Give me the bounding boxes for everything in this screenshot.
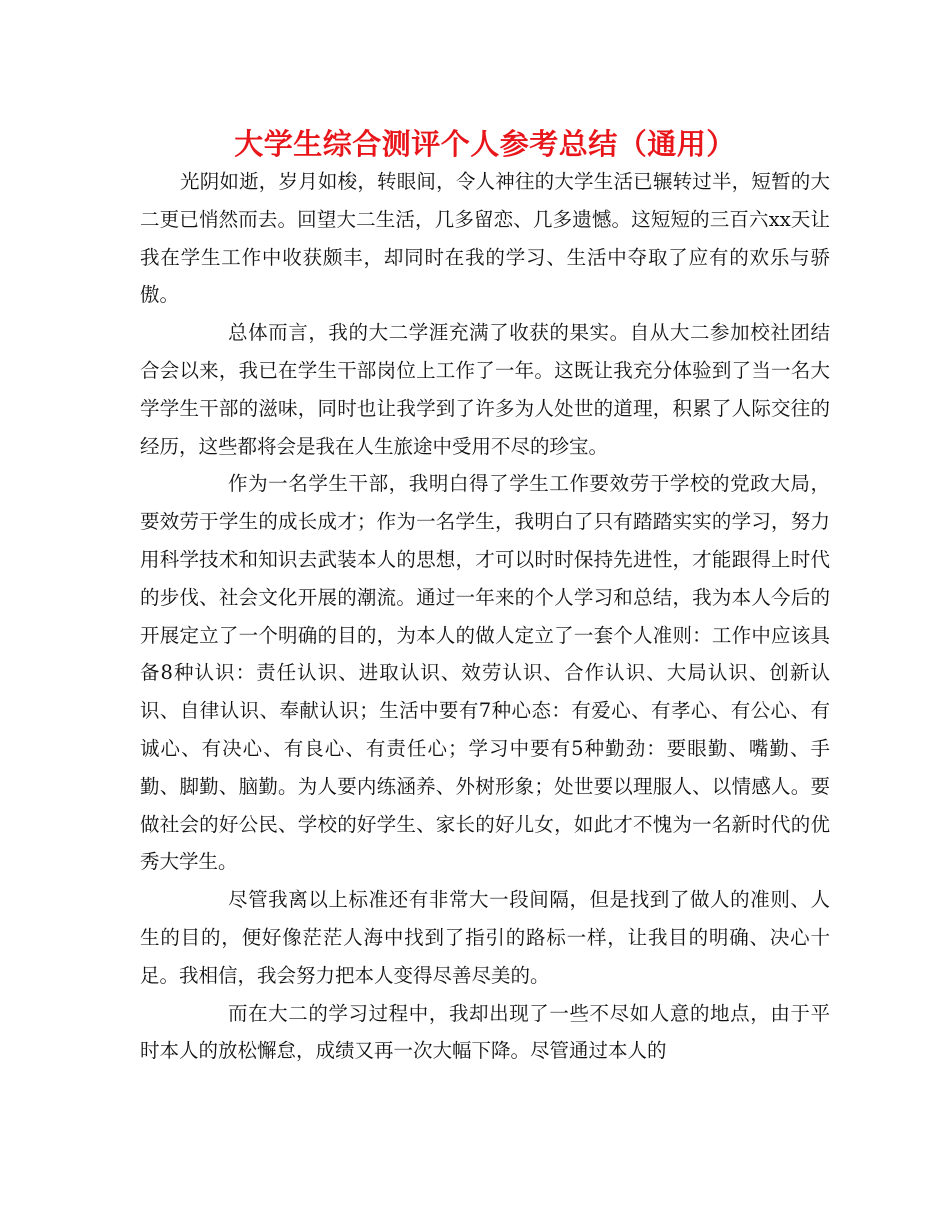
paragraph-4: 尽管我离以上标准还有非常大一段间隔，但是找到了做人的准则、人生的目的，便好像茫茫人海中找到了指引的路标一样，让我目的明确、决心十足。我相信，我会努力把本人变得尽善尽美的。	[140, 888, 830, 987]
paragraph-1: 光阴如逝，岁月如梭，转眼间，令人神往的大学生活已辗转过半，短暂的大二更已悄然而去。回望大二生活，几多留恋、几多遗憾。这短短的三百六xx天让我在学生工作中收获颇丰，却同时在我的学习、生活中夺取了应有的欢乐与骄傲。	[140, 170, 830, 307]
document-body	[140, 163, 830, 1070]
paragraph-2: 总体而言，我的大二学涯充满了收获的果实。自从大二参加校社团结合会以来，我已在学生干部岗位上工作了一年。这既让我充分体验到了当一名大学学生干部的滋味，同时也让我学到了许多为人处世的道理，积累了人际交往的经历，这些都将会是我在人生旅途中受用不尽的珍宝。	[140, 321, 830, 458]
document-title: 大学生综合测评个人参考总结（通用）	[234, 127, 736, 161]
paragraph-3: 作为一名学生干部，我明白得了学生工作要效劳于学校的党政大局，要效劳于学生的成长成才；作为一名学生，我明白了只有踏踏实实的学习，努力用科学技术和知识去武装本人的思想，才可以时时保持先进性，才能跟得上时代的步伐、社会文化开展的潮流。通过一年来的个人学习和总结，我为本人今后的开展定立了一个明确的目的，为本人的做人定立了一套个人准则：工作中应该具备8种认识：责任认识、进取认识、效劳认识、合作认识、大局认识、创新认识、自律认识、奉献认识；生活中要有7种心态：有爱心、有孝心、有公心、有诚心、有决心、有良心、有责任心；学习中要有5种勤劲：要眼勤、嘴勤、手勤、脚勤、脑勤。为人要内练涵养、外树形象；处世要以理服人、以情感人。要做社会的好公民、学校的好学生、家长的好儿女，如此才不愧为一名新时代的优秀大学生。	[140, 472, 830, 874]
paragraph-5: 而在大二的学习过程中，我却出现了一些不尽如人意的地点，由于平时本人的放松懈怠，成绩又再一次大幅下降。尽管通过本人的	[140, 1001, 830, 1063]
